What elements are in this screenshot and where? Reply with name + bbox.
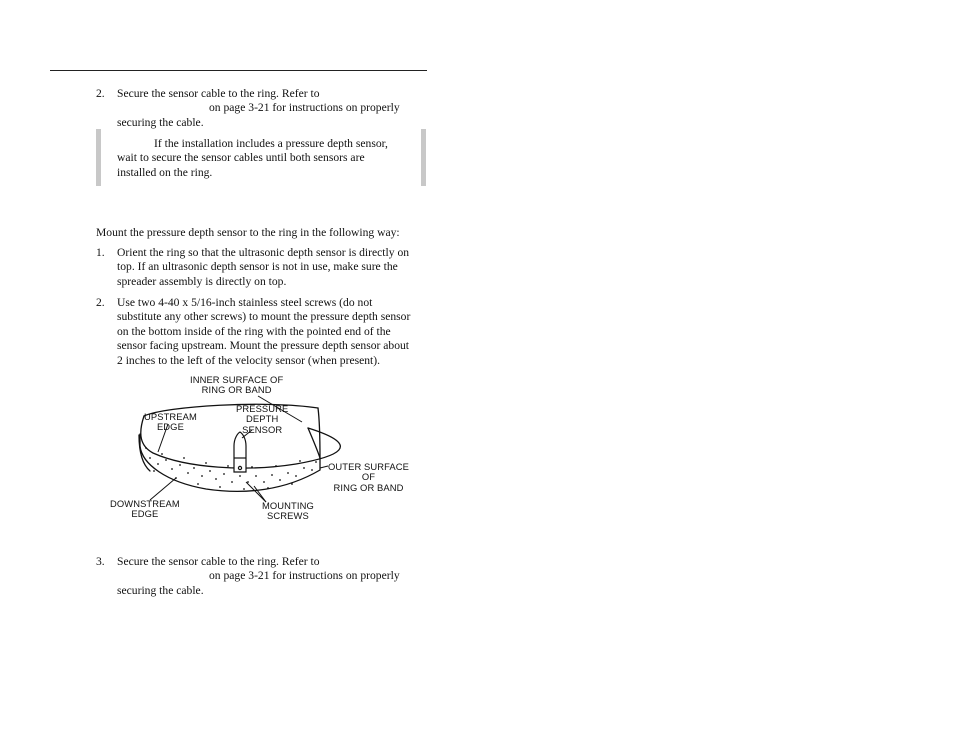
step-text-line: sensor facing upstream. Mount the pressure depth sensor about xyxy=(117,339,410,353)
ring-diagram xyxy=(106,372,426,527)
step-3-secure-cable xyxy=(96,555,426,598)
step-text-line: substitute any other screws) to mount the pressure depth sensor xyxy=(117,310,411,324)
upstream-edge-label: UPSTREAM EDGE xyxy=(144,411,197,433)
step-number: 3. xyxy=(96,555,105,568)
step-text-line: spreader assembly is directly on top. xyxy=(117,274,287,288)
note-right-bar xyxy=(421,129,426,186)
step-text-line: top. If an ultrasonic depth sensor is not in use, make sure the xyxy=(117,260,398,274)
step-text-line: securing the cable. xyxy=(117,583,204,597)
step-text-line: Secure the sensor cable to the ring. Refer to xyxy=(117,87,320,100)
step-text-line: 2 inches to the left of the velocity sensor (when present). xyxy=(117,353,381,367)
note-text-line: If the installation includes a pressure depth sensor, xyxy=(154,137,388,150)
note-text-line: wait to secure the sensor cables until both sensors are xyxy=(117,151,365,165)
step-2-mount-sensor xyxy=(96,296,426,368)
intro-paragraph: Mount the pressure depth sensor to the ring in the following way: xyxy=(96,226,400,239)
downstream-edge-label: DOWNSTREAM EDGE xyxy=(110,498,180,520)
mounting-screws-label: MOUNTING SCREWS xyxy=(262,500,314,522)
step-number: 2. xyxy=(96,87,105,100)
step-2-secure-cable xyxy=(96,87,426,130)
step-text-line: Secure the sensor cable to the ring. Refer to xyxy=(117,555,320,568)
step-number: 1. xyxy=(96,246,105,259)
step-text-line: on page 3-21 for instructions on properly xyxy=(209,569,400,583)
pressure-sensor-shape xyxy=(234,432,246,472)
inner-surface-label: INNER SURFACE OF RING OR BAND xyxy=(190,374,284,396)
step-number: 2. xyxy=(96,296,105,309)
step-1-orient-ring xyxy=(96,246,426,289)
pressure-sensor-label: PRESSURE DEPTH SENSOR xyxy=(236,403,289,435)
outer-surface-label: OUTER SURFACE OF RING OR BAND xyxy=(328,461,409,493)
step-text-line: Orient the ring so that the ultrasonic depth sensor is directly on xyxy=(117,246,410,259)
header-rule xyxy=(50,70,427,71)
step-text-line: Use two 4-40 x 5/16-inch stainless steel screws (do not xyxy=(117,296,373,309)
note-text-line: installed on the ring. xyxy=(117,165,213,179)
step-text-line: on page 3-21 for instructions on properly xyxy=(209,101,400,115)
ring-downstream-edge xyxy=(140,434,320,491)
note-left-bar xyxy=(96,129,101,186)
note-box xyxy=(96,129,426,186)
step-text-line: on the bottom inside of the ring with the pointed end of the xyxy=(117,324,391,338)
step-text-line: securing the cable. xyxy=(117,115,204,129)
